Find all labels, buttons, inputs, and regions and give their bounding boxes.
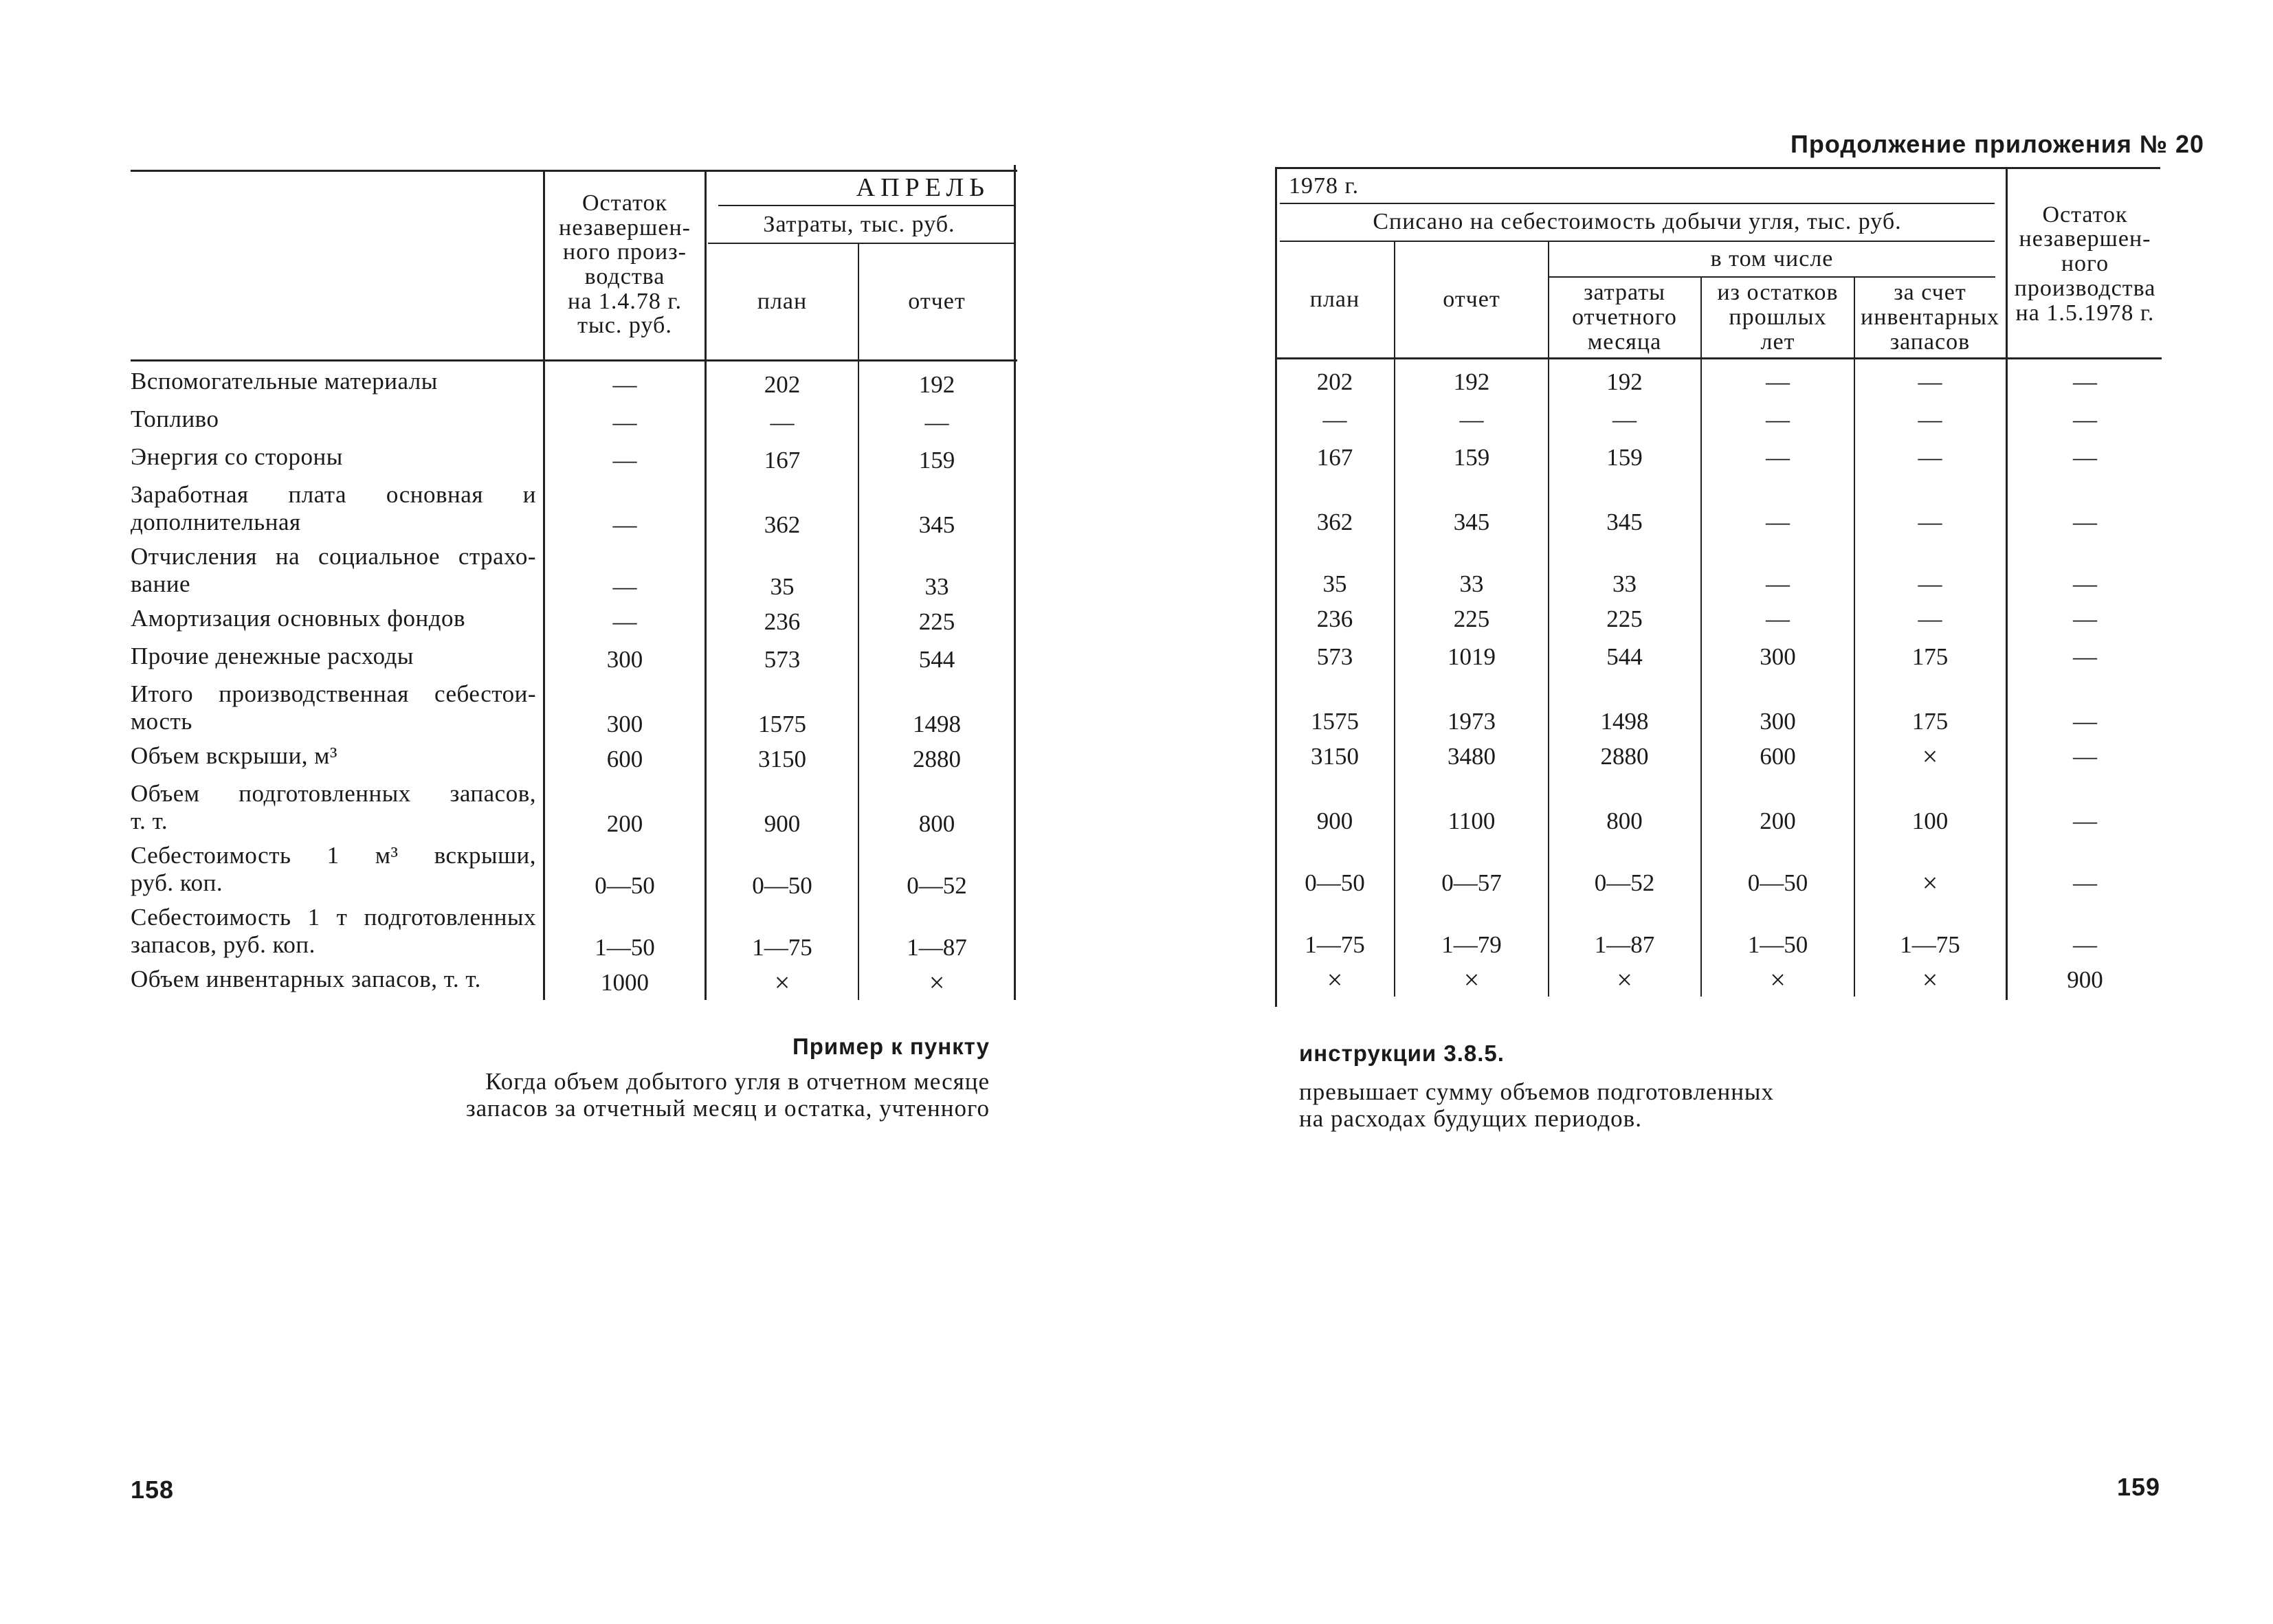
row-label-line: Объем инвентарных запасов, т. т. bbox=[131, 966, 481, 992]
right-cell-col5: 100 bbox=[1911, 808, 1949, 835]
right-cell-col5: 175 bbox=[1911, 643, 1949, 671]
row-label bbox=[131, 904, 536, 965]
right-cell-col1: 1575 bbox=[1311, 708, 1359, 735]
right-inventory-header: за счет инвентарных запасов bbox=[1861, 280, 1999, 355]
right-cell-col1: 3150 bbox=[1311, 743, 1359, 770]
right-previous-years-header: из остатков прошлых лет bbox=[1717, 280, 1839, 355]
row-label-line: Объем подготовленных запасов, bbox=[131, 780, 536, 807]
page-number-left: 158 bbox=[131, 1476, 175, 1504]
right-cell-col5: — bbox=[1918, 509, 1942, 536]
right-cell-col6: — bbox=[2073, 444, 2097, 471]
right-cell-col4: — bbox=[1766, 509, 1790, 536]
right-current-month-header: затраты отчетного месяца bbox=[1572, 280, 1677, 355]
row-label bbox=[131, 643, 536, 680]
left-cell-plan: 202 bbox=[764, 371, 801, 399]
left-cell-report: 33 bbox=[924, 573, 949, 601]
row-label-line: Себестоимость 1 м³ вскрыши, bbox=[131, 842, 536, 869]
appendix-continuation-header: Продолжение приложения № 20 bbox=[1790, 130, 2205, 158]
right-year-header: 1978 г. bbox=[1289, 173, 1360, 199]
right-cell-col6: — bbox=[2073, 708, 2097, 735]
right-cell-col1: 573 bbox=[1316, 643, 1353, 671]
right-cell-col5: × bbox=[1922, 741, 1938, 772]
row-label-line: Себестоимость 1 т подготовленных bbox=[131, 904, 536, 931]
row-label-line: дополнительная bbox=[131, 508, 301, 535]
right-cell-col6: — bbox=[2073, 869, 2097, 897]
row-label-line: Заработная плата основная и bbox=[131, 481, 536, 508]
right-including-header: в том числе bbox=[1710, 246, 1834, 272]
right-cell-col5: 1—75 bbox=[1900, 931, 1960, 959]
right-cell-col3: 345 bbox=[1606, 509, 1643, 536]
right-cell-col4: 200 bbox=[1760, 808, 1796, 835]
left-cell-report: 345 bbox=[918, 511, 955, 539]
left-cell-plan: × bbox=[774, 967, 790, 999]
row-label bbox=[131, 842, 536, 903]
right-cell-col5: — bbox=[1918, 406, 1942, 434]
row-label bbox=[131, 742, 536, 779]
left-cell-report: × bbox=[929, 967, 945, 999]
instruction-reference: инструкции 3.8.5. bbox=[1299, 1041, 1505, 1066]
right-cell-col6: — bbox=[2073, 570, 2097, 598]
left-cell-plan: — bbox=[770, 409, 795, 436]
right-cell-col1: 1—75 bbox=[1305, 931, 1365, 959]
right-cell-col6: — bbox=[2073, 808, 2097, 835]
right-cell-col2: 3480 bbox=[1448, 743, 1496, 770]
row-label-line: мость bbox=[131, 707, 192, 735]
right-cell-col6: — bbox=[2073, 643, 2097, 671]
row-label-line: т. т. bbox=[131, 807, 168, 834]
right-cell-col3: 544 bbox=[1606, 643, 1643, 671]
left-costs-header: Затраты, тыс. руб. bbox=[763, 212, 955, 238]
right-cell-col1: 362 bbox=[1316, 509, 1353, 536]
left-plan-header: план bbox=[757, 288, 808, 314]
right-cell-col6: — bbox=[2073, 743, 2097, 770]
right-cell-col2: 1019 bbox=[1448, 643, 1496, 671]
right-cell-col3: 2880 bbox=[1600, 743, 1649, 770]
row-label bbox=[131, 368, 536, 405]
right-report-header: отчет bbox=[1443, 286, 1500, 312]
row-label bbox=[131, 443, 536, 480]
example-text: Когда объем добытого угля в отчетном месяце запасов за отчетный месяц и остатка, учтенного bbox=[465, 1068, 990, 1122]
left-cell-rem: 600 bbox=[606, 746, 643, 773]
right-cell-col5: — bbox=[1918, 368, 1942, 396]
right-cell-col4: 300 bbox=[1760, 708, 1796, 735]
continuation-text: превышает сумму объемов подготовленных на расходах будущих периодов. bbox=[1299, 1078, 1774, 1132]
left-cell-rem: — bbox=[612, 409, 637, 436]
row-label bbox=[131, 543, 536, 604]
left-cell-rem: — bbox=[612, 608, 637, 636]
right-cell-col3: 0—52 bbox=[1594, 869, 1655, 897]
left-cell-plan: 1575 bbox=[758, 711, 806, 738]
right-cell-col5: — bbox=[1918, 605, 1942, 633]
left-cell-plan: 35 bbox=[770, 573, 795, 601]
row-label-line: Отчисления на социальное страхо- bbox=[131, 543, 536, 570]
right-cell-col3: 1498 bbox=[1600, 708, 1649, 735]
row-label bbox=[131, 680, 536, 742]
row-label-line: вание bbox=[131, 570, 191, 597]
right-cell-col5: × bbox=[1922, 867, 1938, 899]
right-cell-col2: — bbox=[1459, 406, 1484, 434]
left-cell-plan: 362 bbox=[764, 511, 801, 539]
left-cell-plan: 3150 bbox=[758, 746, 806, 773]
left-cell-rem: — bbox=[612, 447, 637, 474]
right-cell-col4: — bbox=[1766, 406, 1790, 434]
right-cell-col3: 1—87 bbox=[1594, 931, 1655, 959]
left-remainder-header: Остаток незавершен- ного произ- водства на 1.4.78 г. тыс. руб. bbox=[559, 190, 691, 339]
row-label-line: руб. коп. bbox=[131, 869, 223, 896]
left-cell-rem: 1000 bbox=[601, 969, 649, 997]
left-cell-report: 2880 bbox=[913, 746, 961, 773]
right-cell-col1: × bbox=[1327, 964, 1343, 996]
left-report-header: отчет bbox=[908, 288, 966, 314]
left-cell-report: 225 bbox=[918, 608, 955, 636]
right-cell-col1: 35 bbox=[1322, 570, 1347, 598]
right-cell-col5: × bbox=[1922, 964, 1938, 996]
right-cell-col4: — bbox=[1766, 605, 1790, 633]
right-cell-col3: 192 bbox=[1606, 368, 1643, 396]
left-cell-rem: — bbox=[612, 371, 637, 399]
left-cell-plan: 573 bbox=[764, 646, 801, 674]
right-cell-col5: — bbox=[1918, 444, 1942, 471]
row-label-line: Топливо bbox=[131, 405, 219, 432]
right-cell-col3: 33 bbox=[1612, 570, 1637, 598]
row-label-line: Амортизация основных фондов bbox=[131, 605, 466, 632]
right-cell-col4: 1—50 bbox=[1747, 931, 1808, 959]
right-written-off-header: Списано на себестоимость добычи угля, тыс. руб. bbox=[1373, 209, 1902, 235]
left-cell-plan: 167 bbox=[764, 447, 801, 474]
left-month-header: АПРЕЛЬ bbox=[856, 173, 990, 203]
right-cell-col3: × bbox=[1617, 964, 1632, 996]
right-cell-col6: — bbox=[2073, 509, 2097, 536]
right-cell-col1: — bbox=[1322, 406, 1347, 434]
row-label-line: Прочие денежные расходы bbox=[131, 643, 414, 669]
right-cell-col4: — bbox=[1766, 570, 1790, 598]
left-cell-rem: 1—50 bbox=[595, 934, 655, 961]
left-cell-report: 159 bbox=[918, 447, 955, 474]
left-cell-rem: 300 bbox=[606, 711, 643, 738]
left-cell-report: 192 bbox=[918, 371, 955, 399]
row-label bbox=[131, 605, 536, 642]
left-cell-plan: 236 bbox=[764, 608, 801, 636]
right-cell-col2: 1973 bbox=[1448, 708, 1496, 735]
left-cell-rem: 200 bbox=[606, 810, 643, 838]
left-cell-report: 544 bbox=[918, 646, 955, 674]
row-label bbox=[131, 780, 536, 841]
right-cell-col4: — bbox=[1766, 368, 1790, 396]
right-cell-col6: — bbox=[2073, 406, 2097, 434]
right-cell-col2: 192 bbox=[1453, 368, 1490, 396]
row-label-line: Объем вскрыши, м³ bbox=[131, 742, 337, 769]
left-cell-report: 1—87 bbox=[907, 934, 967, 961]
right-cell-col4: 0—50 bbox=[1747, 869, 1808, 897]
right-cell-col3: 800 bbox=[1606, 808, 1643, 835]
right-cell-col4: — bbox=[1766, 444, 1790, 471]
right-cell-col6: — bbox=[2073, 931, 2097, 959]
right-cell-col5: — bbox=[1918, 570, 1942, 598]
right-cell-col1: 900 bbox=[1316, 808, 1353, 835]
right-cell-col4: × bbox=[1770, 964, 1786, 996]
left-cell-plan: 900 bbox=[764, 810, 801, 838]
right-cell-col1: 167 bbox=[1316, 444, 1353, 471]
right-cell-col3: 159 bbox=[1606, 444, 1643, 471]
left-cell-rem: 300 bbox=[606, 646, 643, 674]
left-cell-plan: 1—75 bbox=[752, 934, 812, 961]
row-label bbox=[131, 481, 536, 542]
right-cell-col2: 1100 bbox=[1448, 808, 1496, 835]
right-cell-col2: 33 bbox=[1459, 570, 1484, 598]
left-cell-report: 800 bbox=[918, 810, 955, 838]
right-cell-col4: 600 bbox=[1760, 743, 1796, 770]
right-cell-col3: — bbox=[1612, 406, 1637, 434]
right-cell-col6: — bbox=[2073, 605, 2097, 633]
left-cell-plan: 0—50 bbox=[752, 872, 812, 900]
row-label-line: Итого производственная себестои- bbox=[131, 680, 536, 707]
right-cell-col1: 202 bbox=[1316, 368, 1353, 396]
right-cell-col1: 0—50 bbox=[1305, 869, 1365, 897]
right-cell-col2: 1—79 bbox=[1441, 931, 1502, 959]
right-cell-col6: 900 bbox=[2067, 966, 2103, 994]
row-label-line: Энергия со стороны bbox=[131, 443, 343, 470]
right-cell-col2: × bbox=[1463, 964, 1480, 996]
row-label-line: запасов, руб. коп. bbox=[131, 931, 315, 958]
right-cell-col1: 236 bbox=[1316, 605, 1353, 633]
left-cell-rem: — bbox=[612, 511, 637, 539]
right-cell-col6: — bbox=[2073, 368, 2097, 396]
right-cell-col2: 0—57 bbox=[1441, 869, 1502, 897]
right-plan-header: план bbox=[1309, 286, 1360, 312]
page-number-right: 159 bbox=[2117, 1473, 2161, 1501]
left-cell-report: — bbox=[924, 409, 949, 436]
left-cell-report: 1498 bbox=[913, 711, 961, 738]
left-cell-rem: 0—50 bbox=[595, 872, 655, 900]
row-label bbox=[131, 966, 536, 1003]
right-cell-col5: 175 bbox=[1911, 708, 1949, 735]
right-cell-col4: 300 bbox=[1760, 643, 1796, 671]
left-cell-report: 0—52 bbox=[907, 872, 967, 900]
row-label-line: Вспомогательные материалы bbox=[131, 368, 438, 394]
right-remainder-header: Остаток незавершен- ного производства на 1.5.1978 г. bbox=[2014, 201, 2156, 326]
example-title: Пример к пункту bbox=[792, 1034, 990, 1059]
right-cell-col2: 345 bbox=[1453, 509, 1490, 536]
right-cell-col2: 159 bbox=[1453, 444, 1490, 471]
left-cell-rem: — bbox=[612, 573, 637, 601]
row-label bbox=[131, 405, 536, 443]
right-cell-col2: 225 bbox=[1453, 605, 1490, 633]
right-cell-col3: 225 bbox=[1606, 605, 1643, 633]
